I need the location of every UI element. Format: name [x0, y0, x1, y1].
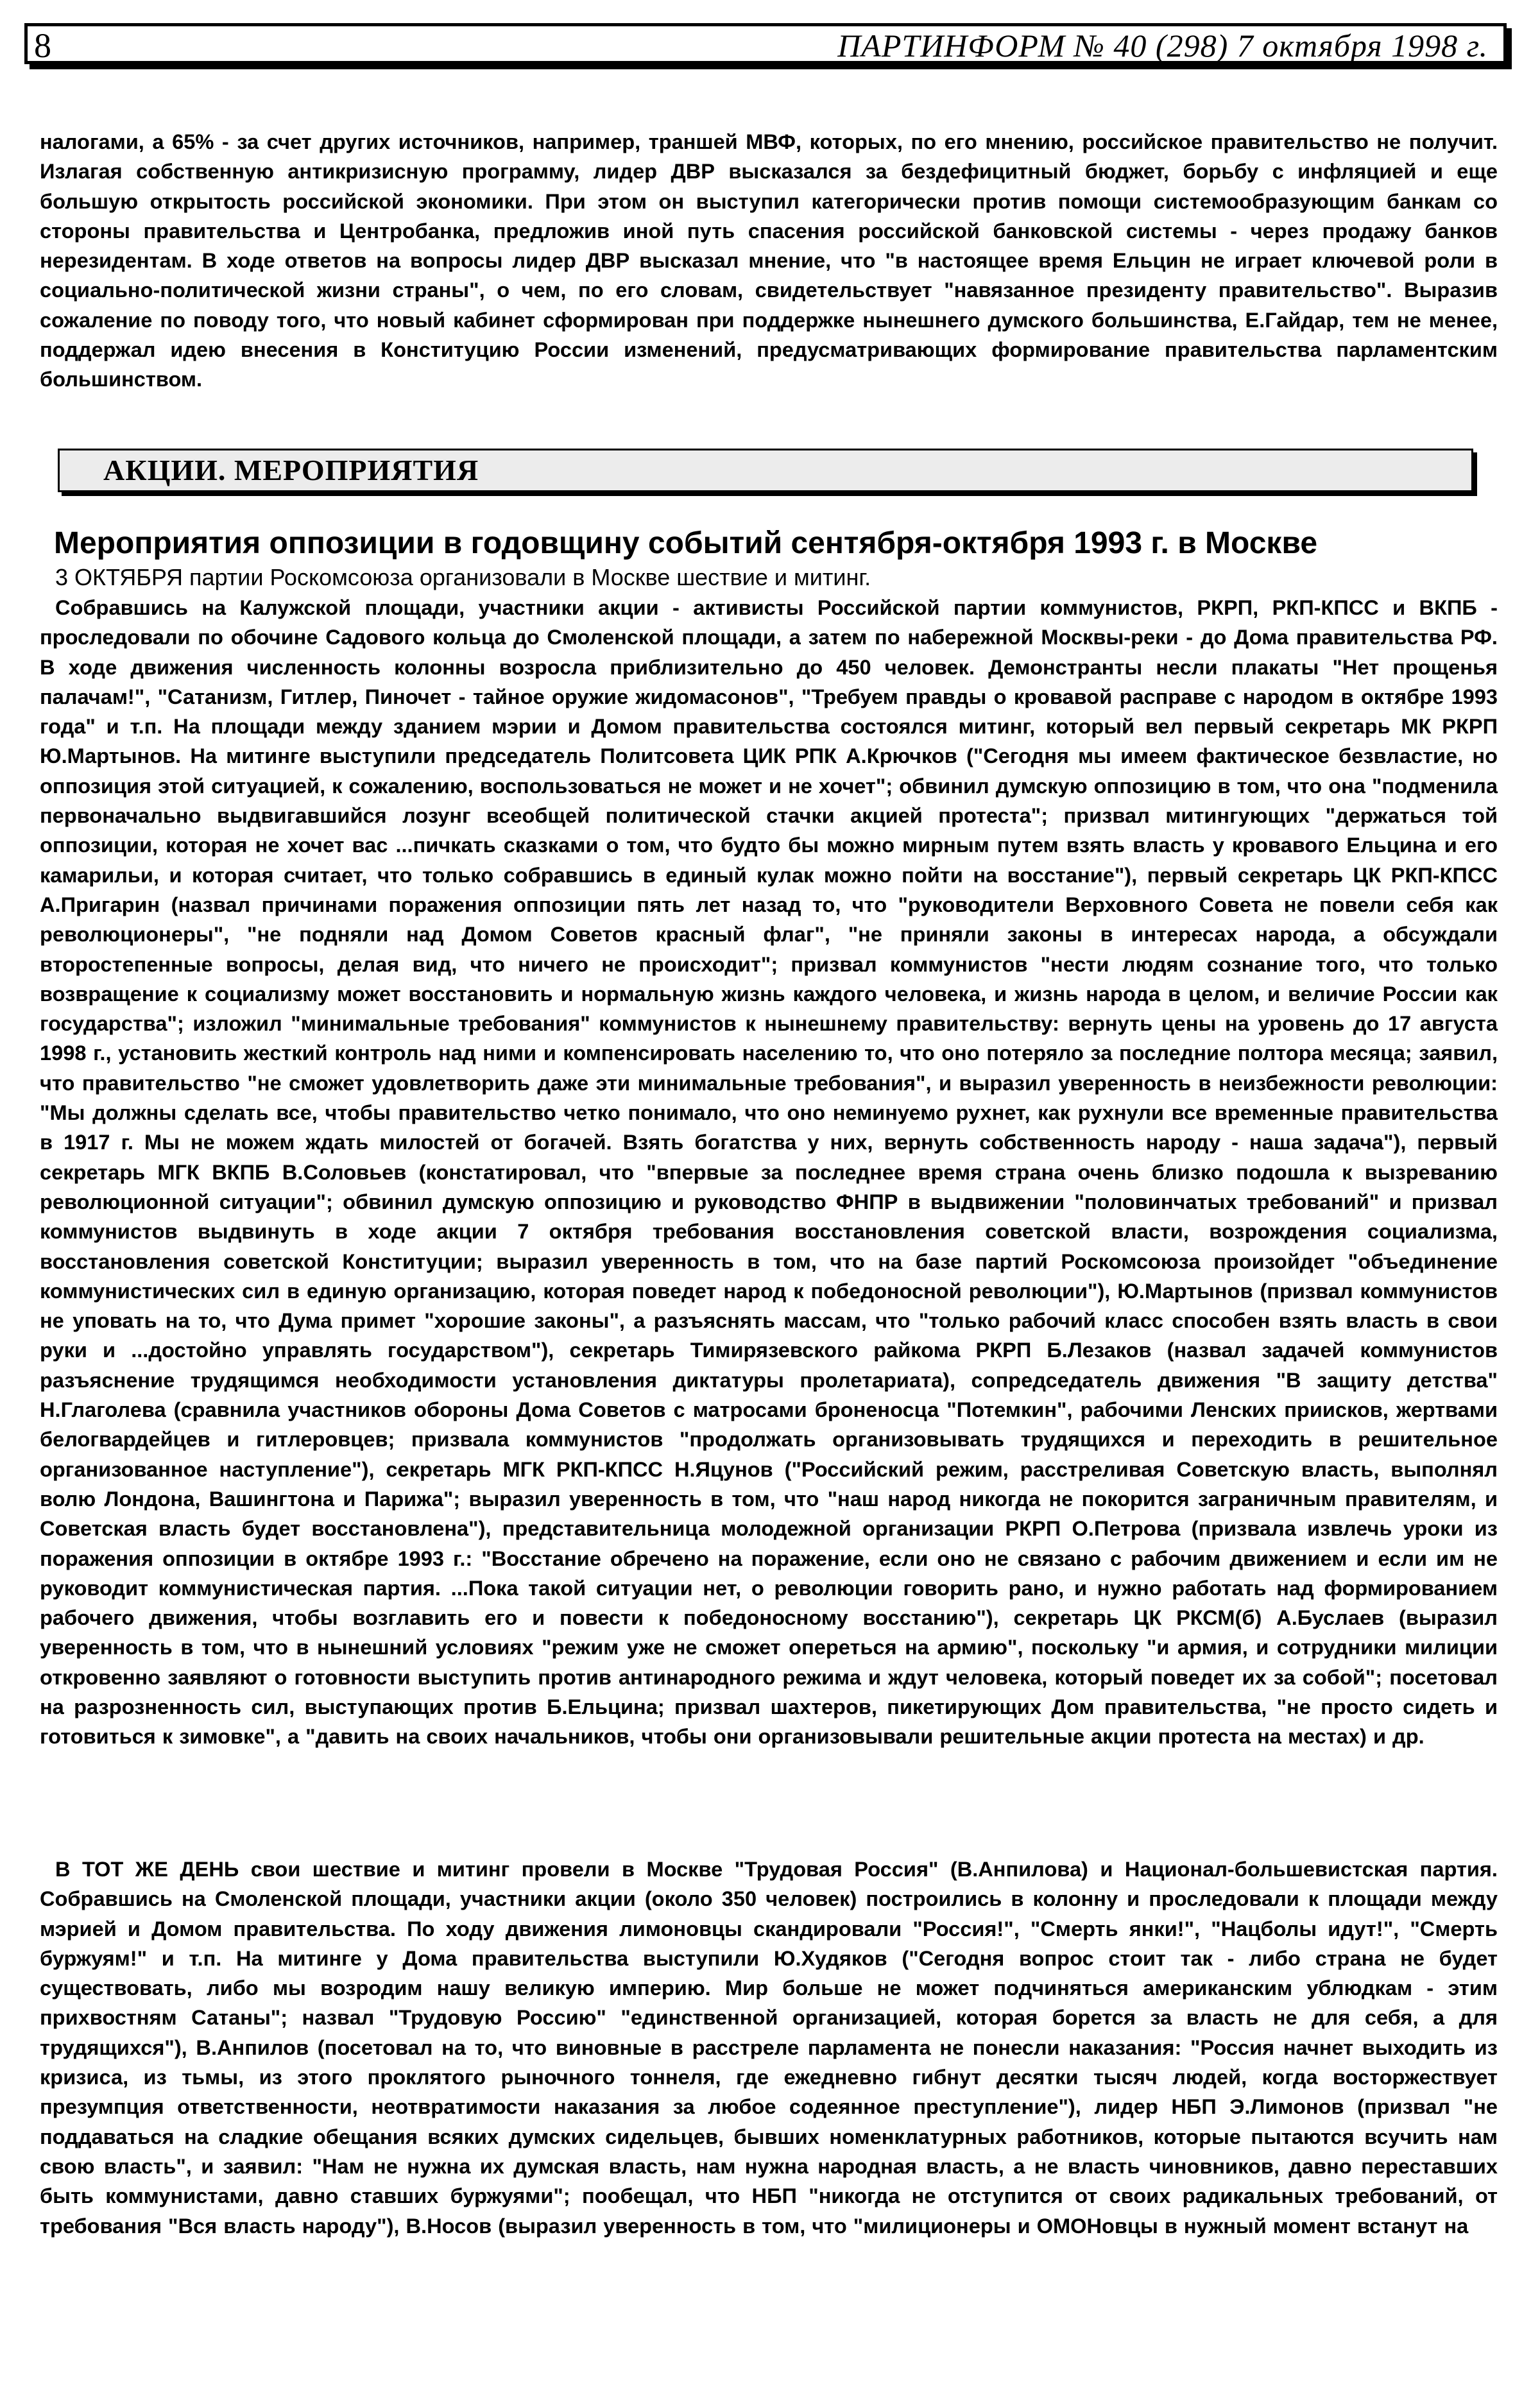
- publication-title: ПАРТИНФОРМ № 40 (298) 7 октября 1998 г.: [837, 28, 1488, 64]
- page-number: 8: [34, 26, 51, 65]
- article-paragraph-1: Собравшись на Калужской площади, участники акции - активисты Российской партии коммунистов, РКРП, РКП-КПСС и ВКПБ - проследовали по обочине Садового кольца до Смоленской площади, а затем по набережной Москвы-реки - до Дома правительства РФ. В ходе движения численность колонны возросла приблизительно до 450 человек. Демонстранты несли плакаты "Нет прощенья палачам!", "Сатанизм, Гитлер, Пиночет - тайное оружие жидомасонов", "Требуем правды о кровавой расправе с народом в октябре 1993 года" и т.п. На площади между зданием мэрии и Домом правительства состоялся митинг, который вел первый секретарь МК РКРП Ю.Мартынов. На митинге выступили председатель Политсовета ЦИК РПК А.Крючков ("Сегодня мы имеем фактическое безвластие, но оппозиция этой ситуацией, к сожалению, воспользоваться не может и не хочет"; обвинил думскую оппозицию в том, что она "подменила первоначально выдвигавшийся лозунг всеобщей политической стачки акцией протеста"; призвал митингующих "держаться той оппозиции, которая не хочет вас ...пичкать сказками о том, что будто бы можно мирным путем взять власть у кровавого Ельцина и его камарильи, и которая считает, что только собравшись в единый кулак можно пойти на восстание"), первый секретарь ЦК РКП-КПСС А.Пригарин (назвал причинами поражения оппозиции пять лет назад то, что "руководители Верховного Совета не повели себя как революционеры", "не подняли над Домом Советов красный флаг", "не приняли законы в интересах народа, а обсуждали второстепенные вопросы, делая вид, что ничего не происходит"; призвал коммунистов "нести людям сознание того, что только возвращение к социализму может восстановить и нормальную жизнь каждого человека, и жизнь народа в целом, и величие России как государства"; изложил "минимальные требования" коммунистов к нынешнему правительству: вернуть цены на уровень до 17 августа 1998 г., установить жесткий контроль над ними и компенсировать населению то, что оно потеряло за последние полтора месяца; заявил, что правительство "не сможет удовлетворить даже эти минимальные требования", и выразил уверенность в неизбежности революции: "Мы должны сделать все, чтобы правительство четко понимало, что оно неминуемо рухнет, как рухнули все временные правительства в 1917 г. Мы не можем ждать милостей от богачей. Взять богатства у них, вернуть собственность народу - наша задача"), первый секретарь МГК ВКПБ В.Соловьев (констатировал, что "впервые за последнее время страна очень близко подошла к вызреванию революционной ситуации"; обвинил думскую оппозицию и руководство ФНПР в выдвижении "половинчатых требований" и призвал коммунистов выдвинуть в ходе акции 7 октября требования восстановления советской власти, возрождения социализма, восстановления советской Конституции; выразил уверенность в том, что на базе партий Роскомсоюза произойдет "объединение коммунистических сил в единую организацию, которая поведет народ к победоносной революции"), Ю.Мартынов (призвал коммунистов не уповать на то, что Дума примет "хорошие законы", а разъяснять массам, что "только рабочий класс способен взять власть в свои руки и ...достойно управлять государством"), секретарь Тимирязевского райкома РКРП Б.Лезаков (назвал задачей коммунистов разъяснение трудящимся необходимости установления диктатуры пролетариата), сопредседатель движения "В защиту детства" Н.Глаголева (сравнила участников обороны Дома Советов с матросами броненосца "Потемкин", рабочими Ленских приисков, жертвами белогвардейцев и гитлеровцев; призвала коммунистов "продолжать организовывать трудящихся и переходить в решительное организованное наступление"), секретарь МГК РКП-КПСС Н.Яцунов ("Российский режим, расстреливая Советскую власть, выполнял волю Лондона, Вашингтона и Парижа"; выразил уверенность в том, что "наш народ никогда не покорится заграничным правителям, и Советская власть будет восстановлена"), представительница молодежной организации РКРП О.Петрова (призвала извлечь уроки из поражения оппозиции в октябре 1993 г.: "Восстание обречено на поражение, если оно не связано с рабочим движением и если им не руководит коммунистическая партия. ...Пока такой ситуации нет, о революции говорить рано, и нужно работать над формированием рабочего движения, чтобы возглавить его и повести к победоносному восстанию"), секретарь ЦК РКСМ(б) А.Буслаев (выразил уверенность в том, что в нынешний условиях "режим уже не сможет опереться на армию", поскольку "и армия, и сотрудники милиции откровенно заявляют о готовности выступить против антинародного режима и ждут человека, который поведет их за собой"; посетовал на разрозненность сил, выступающих против Б.Ельцина; призвал шахтеров, пикетирующих Дом правительства, "не просто сидеть и готовиться к зимовке", а "давить на своих начальников, чтобы они организовывали решительные акции протеста на местах) и др.: [40, 596, 1498, 1749]
- page-header: [24, 23, 1507, 64]
- intro-paragraph: налогами, а 65% - за счет других источников, например, траншей МВФ, которых, по его мнению, российское правительство не получит. Излагая собственную антикризисную программу, лидер ДВР высказался за бездефицитный бюджет, борьбу с инфляцией и еще большую открытость российской экономики. При этом он выступил категорически против помощи системообразующим банкам со стороны правительства и Центробанка, предложив иной путь спасения российской банковской системы - через продажу банков нерезидентам. В ходе ответов на вопросы лидер ДВР высказал мнение, что "в настоящее время Ельцин не играет ключевой роли в социально-политической жизни страны", о чем, по его словам, свидетельствует "навязанное президенту правительство". Выразив сожаление по поводу того, что новый кабинет сформирован при поддержке нынешнего думского большинства, Е.Гайдар, тем не менее, поддержал идею внесения в Конституцию России изменений, предусматривающих формирование правительства парламентским большинством.: [40, 130, 1498, 391]
- section-heading: АКЦИИ. МЕРОПРИЯТИЯ: [58, 449, 1473, 492]
- article-headline: Мероприятия оппозиции в годовщину событий сентября-октября 1993 г. в Москве: [54, 526, 1318, 560]
- article-paragraph-2: В ТОТ ЖЕ ДЕНЬ свои шествие и митинг провели в Москве "Трудовая Россия" (В.Анпилова) и Национал-большевистская партия. Собравшись на Смоленской площади, участники акции (около 350 человек) построились в колонну и проследовали к площади между мэрией и Домом правительства. По ходу движения лимоновцы скандировали "Россия!", "Смерть янки!", "Нацболы идут!", "Смерть буржуям!" и т.п. На митинге у Дома правительства выступили Ю.Худяков ("Сегодня вопрос стоит так - либо страна не будет существовать, либо мы возродим нашу великую империю. Мир больше не может подчиняться американским ублюдкам - этим прихвостням Сатаны"; назвал "Трудовую Россию" "единственной организацией, которая борется за власть не для себя, а для трудящихся"), В.Анпилов (посетовал на то, что виновные в расстреле парламента не понесли наказания: "Россия начнет выходить из кризиса, из тьмы, из этого проклятого рыночного тоннеля, где ежедневно гибнут десятки тысяч людей, когда восторжествует презумпция ответственности, неотвратимости наказания за любое содеянное преступление"), лидер НБП Э.Лимонов (призвал "не поддаваться на сладкие обещания всяких думских сидельцев, бывших номенклатурных работников, которые пытаются всучить нам свою власть", и заявил: "Нам не нужна их думская власть, нам нужна народная власть, а не власть чиновников, давно переставших быть коммунистами, давно ставших буржуями"; пообещал, что НБП "никогда не отступится от своих радикальных требований, от требования "Вся власть народу"), В.Носов (выразил уверенность в том, что "милиционеры и ОМОНовцы в нужный момент встанут на: [40, 1857, 1498, 2238]
- article-lead: 3 ОКТЯБРЯ партии Роскомсоюза организовали в Москве шествие и митинг.: [55, 564, 871, 590]
